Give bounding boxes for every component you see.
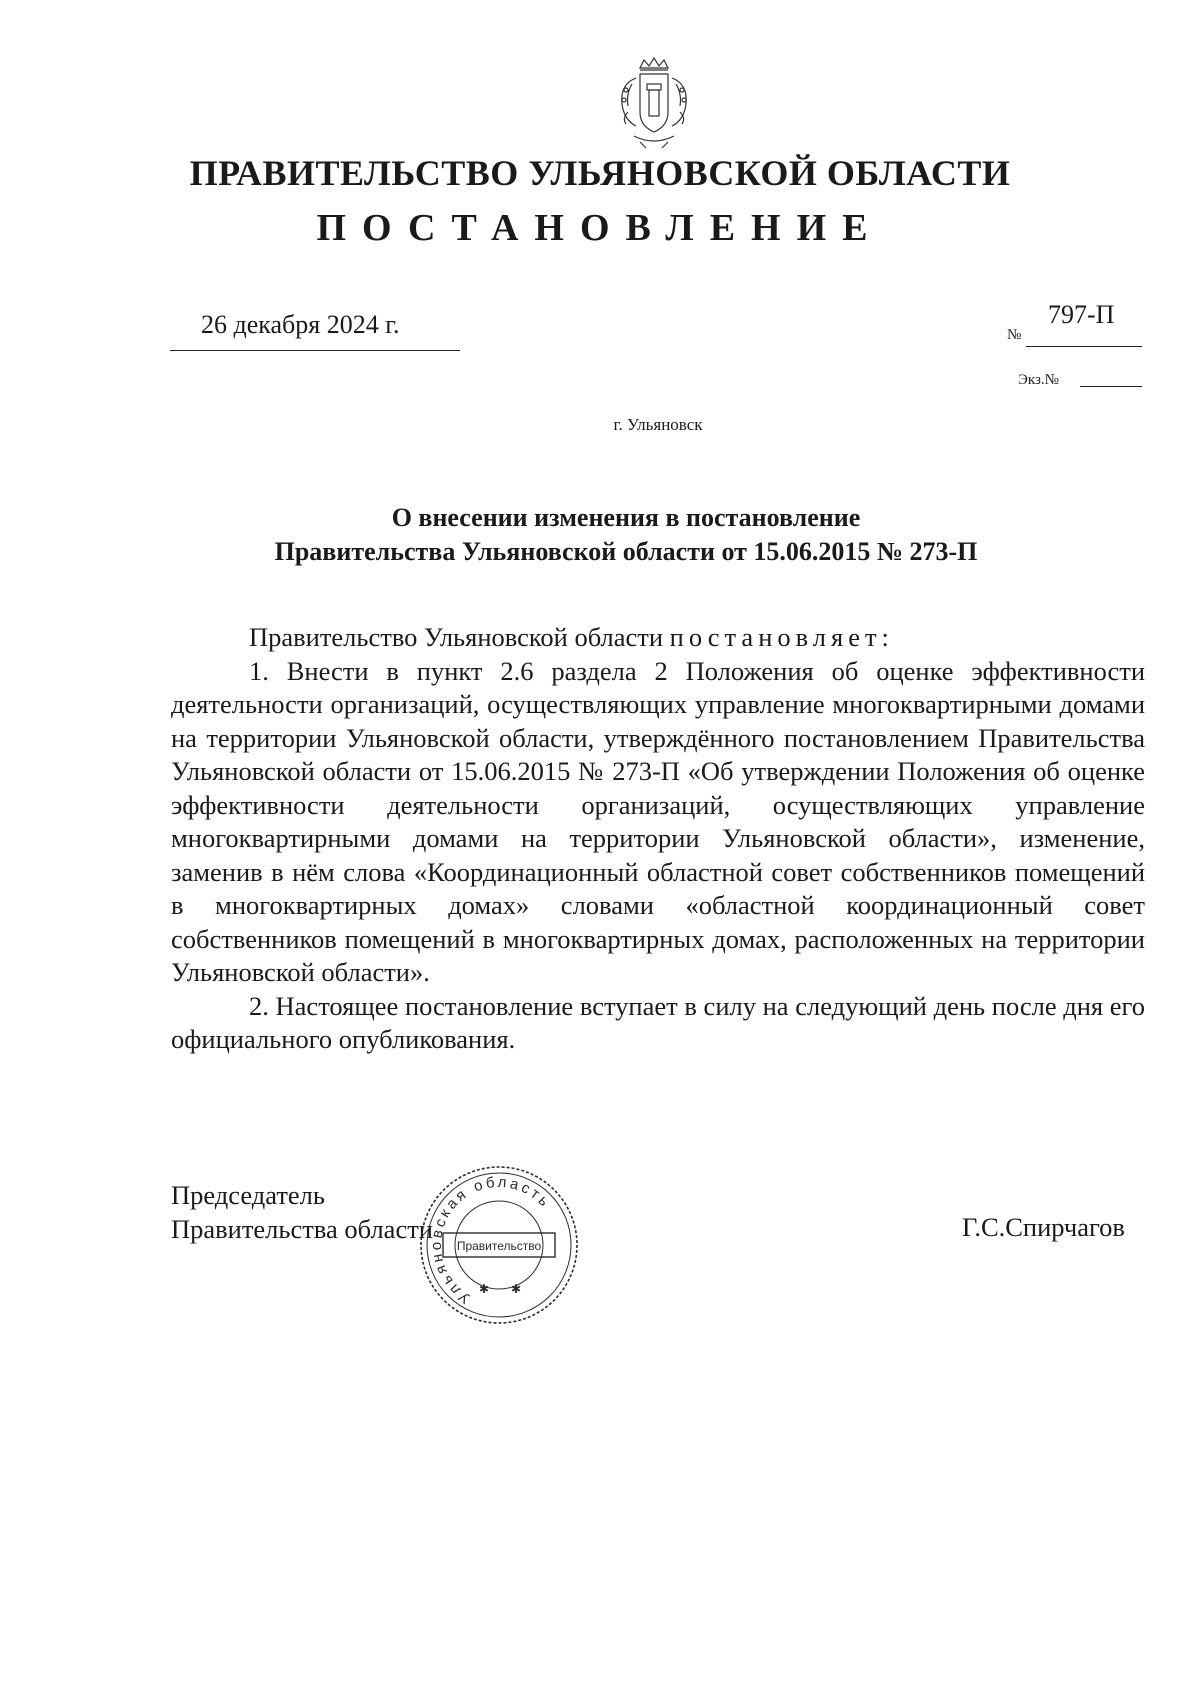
signatory-title — [171, 1178, 433, 1246]
signatory-name: Г.С.Спирчагов — [962, 1212, 1125, 1242]
intro-lead: Правительство Ульяновской области — [249, 622, 670, 652]
document-body — [171, 621, 1145, 1057]
svg-text:✱: ✱ — [479, 1282, 490, 1296]
seal-inner-text: Правительство — [456, 1239, 542, 1253]
document-type-heading: ПОСТАНОВЛЕНИЕ — [316, 207, 884, 249]
svg-text:✱: ✱ — [511, 1282, 522, 1296]
body-item-1: 1. Внести в пункт 2.6 раздела 2 Положения об оценке эффективности деятельности организаций, осуществляющих управление многоквартирными домами на территории Ульяновской области, утверждённого постановлением Правительства Ульяновской области от 15.06.2015 № 273-П «Об утверждении Положения об оценке эффективности деятельности организаций, осуществляющих управление многоквартирными домами на территории Ульяновской области», изменение, заменив в нём слова «Координационный областной совет собственников помещений в многоквартирных домах» словами «областной координационный совет собственников помещений в многоквартирных домах, расположенных на территории Ульяновской области». — [171, 655, 1145, 987]
subject-line-2: Правительства Ульяновской области от 15.06.2015 № 273-П — [274, 537, 978, 566]
organization-title: ПРАВИТЕЛЬСТВО УЛЬЯНОВСКОЙ ОБЛАСТИ — [189, 153, 1011, 193]
signatory-title-line-2: Правительства области — [171, 1214, 433, 1244]
copy-number-underline — [1080, 386, 1142, 387]
document-date: 26 декабря 2024 г. — [201, 310, 400, 339]
copy-number-label: Экз.№ — [1018, 372, 1059, 388]
number-underline — [1026, 346, 1142, 347]
subject-line-1: О внесении изменения в постановление — [391, 503, 861, 532]
number-sign: № — [1007, 327, 1022, 343]
body-intro — [171, 621, 1145, 655]
signatory-title-line-1: Председатель — [171, 1180, 325, 1210]
city-line: г. Ульяновск — [613, 415, 703, 434]
intro-verb: постановляет: — [669, 622, 894, 652]
document-subject — [240, 501, 1012, 569]
official-seal-icon — [409, 1155, 589, 1331]
svg-text:Ульяновская область: Ульяновская область — [428, 1173, 555, 1307]
body-item-2: 2. Настоящее постановление вступает в силу на следующий день после дня его официального опубликования. — [171, 990, 1145, 1054]
document-number: 797-П — [1048, 300, 1115, 329]
date-underline — [170, 350, 460, 351]
coat-of-arms-icon — [606, 54, 702, 154]
